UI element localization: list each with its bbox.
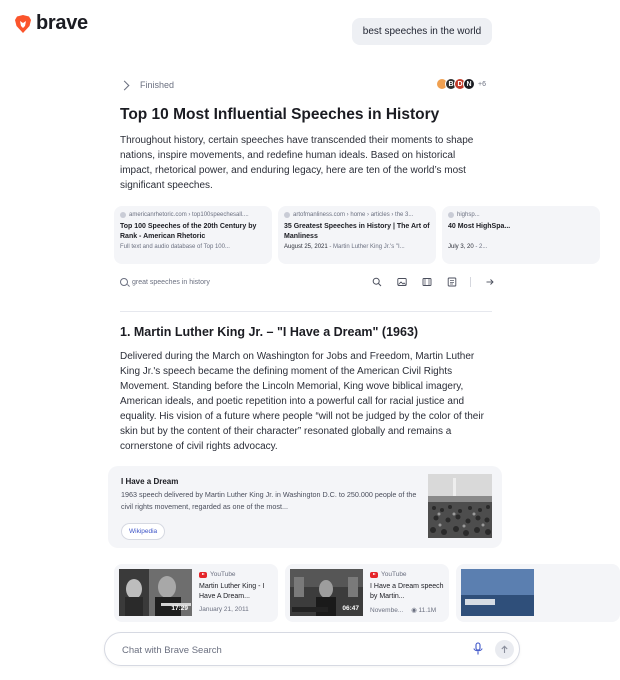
microphone-icon[interactable] [472,642,484,656]
videos-button[interactable] [414,274,439,290]
status-label: Finished [140,80,175,90]
video-results [114,564,494,622]
chat-input[interactable] [120,633,454,667]
search-icon [372,277,382,287]
brand-name: brave [36,12,88,34]
news-button[interactable] [439,274,464,290]
video-card[interactable] [456,564,620,622]
source-card[interactable] [278,206,436,264]
arrow-right-icon [485,277,495,287]
images-button[interactable] [389,274,414,290]
video-duration: 17:29 [171,605,188,612]
send-button[interactable] [495,640,514,659]
related-search-row [120,274,492,290]
status-row[interactable] [120,78,492,92]
answer-title: Top 10 Most Influential Speeches in History [120,106,440,123]
favicon-icon [448,212,454,218]
card-title: Top 100 Speeches of the 20th Century by Rank - American Rhetoric [120,223,257,240]
video-views: 11.1M [418,607,437,614]
card-source: highsp... [457,212,480,218]
video-thumbnail [290,569,363,616]
arrow-up-icon [500,645,509,654]
video-source: YouTube [210,571,236,578]
favicon-icon [284,212,290,218]
wikipedia-link[interactable]: Wikipedia [121,523,165,540]
video-date: Novembe... [370,607,404,614]
wiki-title: I Have a Dream [121,477,179,486]
video-card[interactable] [114,564,278,622]
search-icon [120,278,128,286]
brave-lion-icon [14,14,32,34]
video-title: Martin Luther King - I Have A Dream... [199,583,265,600]
video-source: YouTube [381,571,407,578]
wiki-thumbnail [428,474,492,538]
video-duration: 06:47 [342,605,359,612]
source-favicon: D [454,78,466,90]
chat-bar [104,632,520,666]
card-snippet: - Martin Luther King Jr.'s "I... [327,244,405,250]
image-icon [397,277,407,287]
wiki-description: 1963 speech delivered by Martin Luther King Jr. in Washington D.C. to 250.000 people of the civil rights movement, regarded as one of the most... [121,490,417,511]
film-icon [422,277,432,287]
source-favicon: N [463,78,475,90]
chevron-right-icon[interactable] [120,80,130,90]
news-icon [447,277,457,287]
video-title: I Have a Dream speech by Martin... [370,583,444,600]
wikipedia-card[interactable] [108,466,502,548]
section-heading: 1. Martin Luther King Jr. – "I Have a Dream" (1963) [120,325,419,339]
section-body: Delivered during the March on Washington for Jobs and Freedom, Martin Luther King Jr.'s speech became the defining moment of the American Civil Rights Movement. Standing before the Lincoln Memorial, King wove biblical imagery, American ideals, and poetic repetition into a powerful call for racial justice and equality. His vision of a future where people “will not be judged by the color of their skin but by the content of their character” resonated globally and remains a cornerstone of civil rights advocacy. [120,351,484,452]
card-snippet: Full text and audio database of Top 100... [120,244,230,250]
search-tools [364,274,502,290]
answer-intro: Throughout history, certain speeches have transcended their moments to shape nations, inspire movements, and redefine human ideals. Based on historical impact, rhetorical power, and enduring legacy, here are ten of the world’s most significant speeches. [120,135,474,191]
source-card[interactable] [114,206,272,264]
web-search-button[interactable] [364,274,389,290]
brave-logo[interactable] [14,12,88,35]
divider [470,277,471,287]
video-date: January 21, 2011 [199,606,249,613]
card-date: August 25, 2021 [284,244,328,250]
eye-icon: ◉ [411,607,417,614]
video-thumbnail [461,569,534,616]
youtube-icon [370,572,378,578]
card-title: 35 Greatest Speeches in History | The Art of Manliness [284,223,430,240]
user-query-bubble: best speeches in the world [352,18,492,45]
card-date: July 3, 20 [448,244,474,250]
card-snippet: - 2... [473,244,488,250]
more-sources-count: +6 [478,80,486,88]
favicon-icon [120,212,126,218]
related-search-link[interactable]: great speeches in history [132,278,210,286]
card-source: americanrhetoric.com › top100speechesall.... [129,212,249,218]
youtube-icon [199,572,207,578]
video-thumbnail [119,569,192,616]
section-divider [120,311,492,312]
source-favicons[interactable] [439,78,486,90]
video-card[interactable] [285,564,449,622]
source-cards [114,206,511,264]
card-title: 40 Most HighSpa... [448,223,511,230]
open-search-button[interactable] [477,274,502,290]
card-source: artofmanliness.com › home › articles › the 3... [293,212,414,218]
video-meta [370,606,436,614]
source-favicon: B [445,78,457,90]
source-card[interactable] [442,206,600,264]
